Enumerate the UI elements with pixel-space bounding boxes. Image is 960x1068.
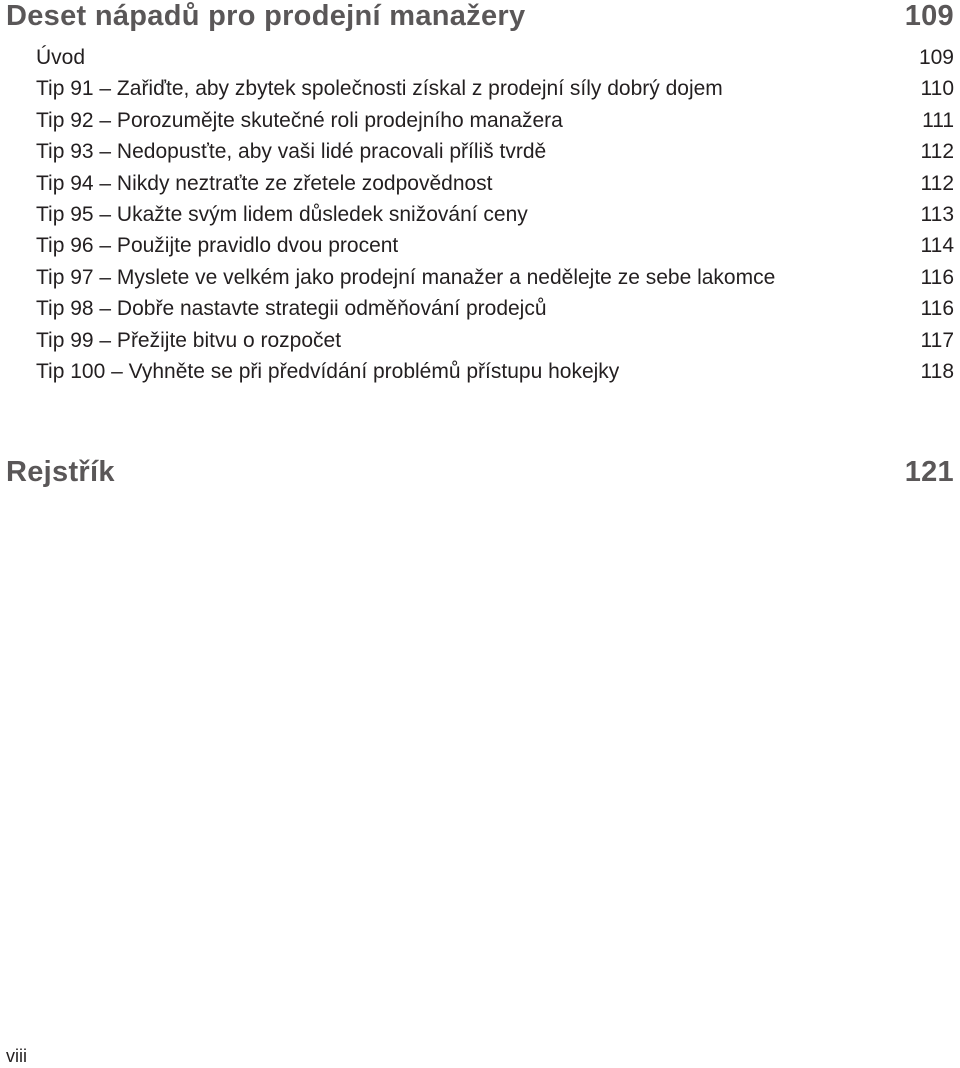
toc-entry-tip-93[interactable] bbox=[36, 136, 954, 167]
toc-entry-title: Tip 91 – Zařiďte, aby zbytek společnosti získal z prodejní síly dobrý dojem bbox=[36, 77, 723, 101]
toc-entry-tip-100[interactable] bbox=[36, 356, 954, 387]
toc-entry-tip-91[interactable] bbox=[36, 73, 954, 104]
chapter-page: 109 bbox=[904, 0, 954, 32]
toc-entry-page: 116 bbox=[920, 265, 954, 289]
toc-entry-title: Tip 100 – Vyhněte se při předvídání problémů přístupu hokejky bbox=[36, 359, 620, 383]
toc-entry-page: 109 bbox=[918, 46, 954, 69]
toc-entry-title: Tip 99 – Přežijte bitvu o rozpočet bbox=[36, 328, 342, 352]
toc-entry-page: 114 bbox=[920, 234, 954, 258]
toc-entry-title: Úvod bbox=[36, 46, 86, 69]
chapter-heading[interactable] bbox=[6, 0, 954, 33]
chapter-page: 121 bbox=[904, 456, 954, 488]
toc-entry-title: Tip 92 – Porozumějte skutečné roli prodejního manažera bbox=[36, 108, 563, 132]
toc-entry-page: 112 bbox=[920, 171, 954, 195]
toc-entry-title: Tip 94 – Nikdy neztraťte ze zřetele zodpovědnost bbox=[36, 171, 493, 195]
toc-entry-page: 112 bbox=[920, 140, 954, 164]
toc-entry-tip-95[interactable] bbox=[36, 199, 954, 230]
toc-entry-title: Tip 95 – Ukažte svým lidem důsledek snižování ceny bbox=[36, 202, 528, 226]
toc-entry-title: Tip 97 – Myslete ve velkém jako prodejní manažer a nedělejte ze sebe lakomce bbox=[36, 265, 776, 289]
page-number: viii bbox=[6, 1046, 27, 1066]
toc-entry-tip-92[interactable] bbox=[36, 105, 954, 136]
toc-entry-intro[interactable] bbox=[36, 42, 954, 73]
toc-entry-title: Tip 98 – Dobře nastavte strategii odměňování prodejců bbox=[36, 297, 547, 321]
chapter-title: Deset nápadů pro prodejní manažery bbox=[6, 0, 526, 32]
chapter-title: Rejstřík bbox=[6, 456, 115, 488]
toc-entry-page: 118 bbox=[920, 359, 954, 383]
chapter-heading[interactable] bbox=[6, 456, 954, 489]
toc-entry-page: 110 bbox=[920, 77, 954, 101]
toc-entry-title: Tip 96 – Použijte pravidlo dvou procent bbox=[36, 234, 399, 258]
toc-entry-tip-97[interactable] bbox=[36, 262, 954, 293]
toc-entry-page: 111 bbox=[922, 108, 954, 132]
toc-entry-tip-96[interactable] bbox=[36, 230, 954, 261]
toc-entry-tip-94[interactable] bbox=[36, 168, 954, 199]
toc-entry-title: Tip 93 – Nedopusťte, aby vaši lidé pracovali příliš tvrdě bbox=[36, 140, 547, 164]
toc-entry-page: 116 bbox=[920, 297, 954, 321]
toc-entry-page: 117 bbox=[920, 328, 954, 352]
toc-entry-page: 113 bbox=[920, 202, 954, 226]
toc-entry-tip-99[interactable] bbox=[36, 325, 954, 356]
toc-entries bbox=[36, 42, 954, 387]
toc-entry-tip-98[interactable] bbox=[36, 293, 954, 324]
